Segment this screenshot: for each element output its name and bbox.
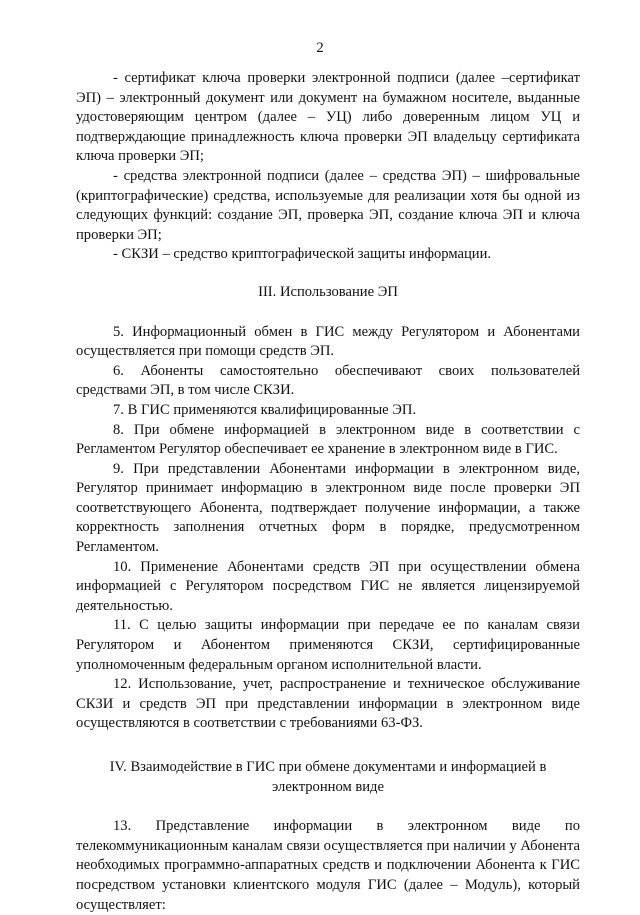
paragraph-6: 6. Абоненты самостоятельно обеспечивают своих пользователей средствами ЭП, в том числе СКЗИ.	[76, 362, 580, 399]
document-body	[76, 69, 580, 915]
definition-certificate: - сертификат ключа проверки электронной подписи (далее –сертификат ЭП) – электронный документ или документ на бумажном носителе, выданные удостоверяющим центром (далее – УЦ) либо доверенным лицом УЦ и подтверждающие принадлежность ключа проверки ЭП владельцу сертификата ключа проверки ЭП;	[76, 70, 580, 165]
paragraph-12: 12. Использование, учет, распространение и техническое обслуживание СКЗИ и средств ЭП при представлении информации в электронном виде осуществляются в соответствии с требованиями 63-ФЗ.	[76, 676, 580, 732]
paragraph-5: 5. Информационный обмен в ГИС между Регулятором и Абонентами осуществляется при помощи средств ЭП.	[76, 323, 580, 360]
section-4-heading: IV. Взаимодействие в ГИС при обмене документами и информацией в электронном виде	[109, 759, 547, 795]
definition-signature-tools: - средства электронной подписи (далее – средства ЭП) – шифровальные (криптографические) средства, используемые для реализации хотя бы одной из следующих функций: создание ЭП, проверка ЭП, создание ключа ЭП и ключа проверки ЭП;	[76, 167, 580, 243]
paragraph-10: 10. Применение Абонентами средств ЭП при осуществлении обмена информацией с Регулятором посредством ГИС не является лицензируемой деятельностью.	[76, 558, 580, 614]
paragraph-9: 9. При представлении Абонентами информации в электронном виде, Регулятор принимает информацию в электронном виде после проверки ЭП соответствующего Абонента, подтверждает получение информации, а также корректность заполнения отчетных форм в порядке, предусмотренном Регламентом.	[76, 460, 580, 556]
section-3-heading: III. Использование ЭП	[258, 283, 398, 300]
page-number: 2	[316, 40, 324, 56]
paragraph-13: 13. Представление информации в электронном виде по телекоммуникационным каналам связи осуществляется при наличии у Абонента необходимых программно-аппаратных средств и подключении Абонента к ГИС посредством установки клиентского модуля ГИС (далее – Модуль), который осуществляет:	[76, 818, 580, 913]
paragraph-11: 11. С целью защиты информации при передаче ее по каналам связи Регулятором и Абонентом применяются СКЗИ, сертифицированные уполномоченным федеральным органом исполнительной власти.	[76, 617, 580, 673]
paragraph-8: 8. При обмене информацией в электронном виде в соответствии с Регламентом Регулятор обеспечивает ее хранение в электронном виде в ГИС.	[76, 421, 580, 458]
paragraph-7: 7. В ГИС применяются квалифицированные ЭП.	[113, 401, 417, 418]
definition-skzi: - СКЗИ – средство криптографической защиты информации.	[113, 246, 492, 263]
